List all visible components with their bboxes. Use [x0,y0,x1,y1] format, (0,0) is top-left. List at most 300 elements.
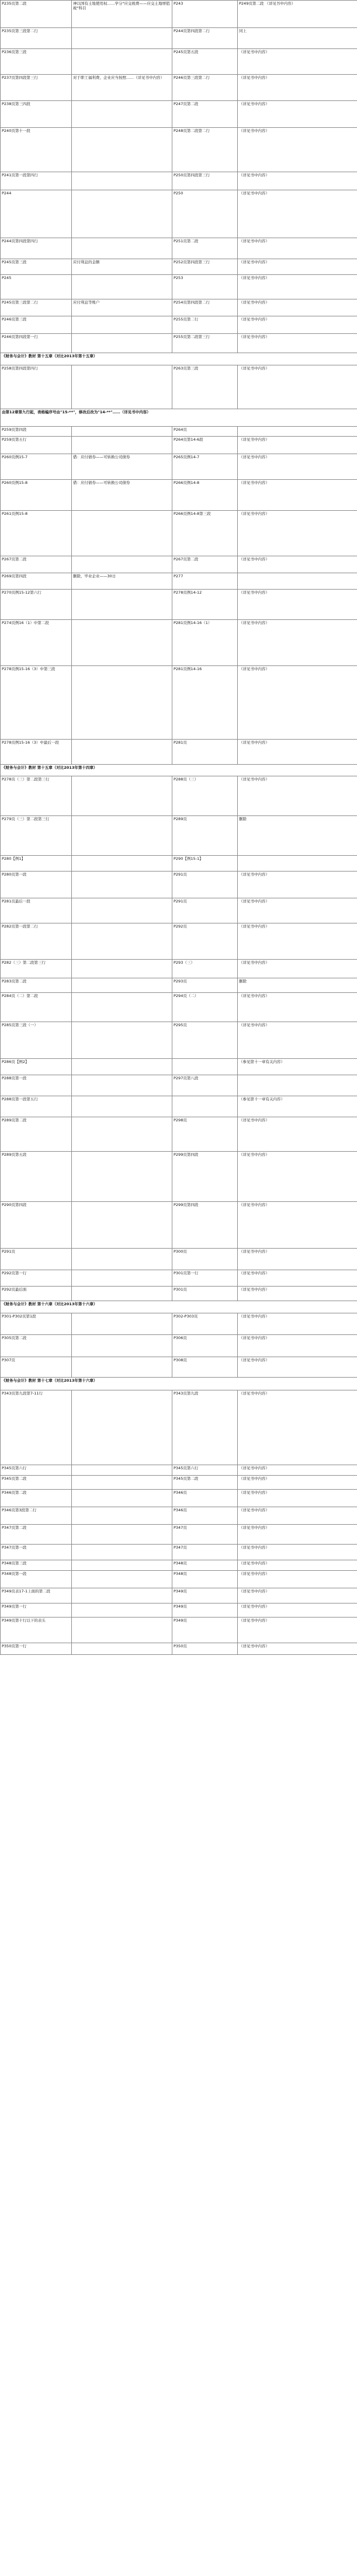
original-location-cell: P260页例15-8 [1,480,72,511]
original-location-cell: P292页第一行 [1,1270,72,1287]
table-row [1,1643,357,1655]
original-location-cell: P346页第3段第二行 [1,1507,72,1525]
revised-text-cell: （详见书中内容） [238,1287,357,1301]
revised-location-cell: P301页第一行 [172,1270,238,1287]
original-location-cell: P283页第二段 [1,978,72,993]
revised-text-cell: （详见书中内容） [238,1390,357,1465]
original-text-cell [72,1507,172,1525]
revised-location-cell: P294页（二） [172,993,238,1022]
original-text-cell [72,1588,172,1604]
table-row [1,49,357,75]
original-text-cell [72,1490,172,1507]
table-row [1,1507,357,1525]
revised-location-cell: P343页第九段 [172,1390,238,1465]
table-row [1,275,357,299]
table-row [1,511,357,556]
revised-text-cell: （详见书中内容） [238,898,357,923]
table-row [1,75,357,101]
table-row [1,573,357,590]
revised-location-cell: P293页 [172,978,238,993]
original-location-cell: P307页 [1,1357,72,1378]
revised-location-cell: P264页第14-6段 [172,437,238,454]
table-row [1,1152,357,1202]
original-location-cell: P347页第二段 [1,1525,72,1545]
revised-text-cell: （详见书中内容） [238,437,357,454]
table-row [1,437,357,454]
section-title: 《财务与会计》教材 第十五章（对比2013年第十五章） [1,353,357,365]
table-row [1,1604,357,1618]
original-location-cell: P290页第四段 [1,1202,72,1249]
table-row [1,590,357,620]
original-text-cell [72,556,172,573]
revised-location-cell: P250页第四段第三行 [172,172,238,190]
original-location-cell: P345页第六行 [1,1465,72,1476]
original-text-cell [72,101,172,128]
original-text-cell [72,437,172,454]
revised-location-cell: P243 [172,1,238,28]
revised-text-cell: （详见书中内容） [238,190,357,238]
revised-location-cell: P298页 [172,1117,238,1152]
revised-location-cell: P349页 [172,1604,238,1618]
revised-location-cell: P348页 [172,1560,238,1571]
original-text-cell: 应付利息等账户 [72,299,172,316]
revised-location-cell: P346页 [172,1507,238,1525]
original-location-cell: P280页第一段 [1,872,72,898]
original-location-cell: P259页第四段 [1,427,72,437]
revised-location-cell: P281页例14-16 [172,666,238,740]
original-location-cell: P267页第二段 [1,556,72,573]
revised-text-cell: （详见书中内容） [238,556,357,573]
revised-text-cell: （详见书中内容） [238,1560,357,1571]
original-text-cell [72,1643,172,1655]
original-text-cell [72,856,172,872]
revised-location-cell: P251页第二段 [172,238,238,259]
revised-text-cell: 删除 [238,978,357,993]
original-text-cell [72,590,172,620]
original-location-cell: P259页第五行 [1,437,72,454]
revised-location-cell: P295页 [172,1022,238,1059]
original-location-cell: P260页例15-7 [1,454,72,480]
revised-text-cell: （详见书中内容） [238,666,357,740]
table-row [1,1476,357,1490]
section-title: 《财务与会计》教材 第十六章（对比2013年第十六章） [1,1301,357,1313]
section-header-row [1,765,357,776]
revised-text-cell: （详见书中内容） [238,1588,357,1604]
revised-text-cell: （详见书中内容） [238,259,357,275]
revised-location-cell: P348页 [172,1571,238,1588]
revised-text-cell: （详见书中内容） [238,872,357,898]
original-location-cell: P278页例15-16（3）中第三段 [1,666,72,740]
revised-text-cell: （参见第十一章有关内容） [238,1096,357,1117]
original-location-cell: P274页例16（1）中第二段 [1,620,72,666]
revised-location-cell: P302-P303页 [172,1313,238,1335]
original-text-cell [72,1390,172,1465]
revised-location-cell: P299页第四段 [172,1202,238,1249]
original-text-cell [72,1465,172,1476]
revised-location-cell: P281页 [172,740,238,765]
revised-location-cell [172,1059,238,1075]
revised-location-cell: P349页 [172,1588,238,1604]
original-location-cell: P301-P302页第1段 [1,1313,72,1335]
original-text-cell: 对于职工福利费、企业应当按照……（详见书中内容） [72,75,172,101]
original-text-cell [72,316,172,334]
original-text-cell: 借：应付债券——可转换公司债券 [72,480,172,511]
revised-text-cell [238,427,357,437]
original-location-cell: P348页第三段 [1,1560,72,1571]
original-text-cell [72,1525,172,1545]
revised-location-cell: P265页例14-7 [172,454,238,480]
original-location-cell: P270页例15-12第六行 [1,590,72,620]
original-text-cell [72,740,172,765]
original-location-cell: P349页第一行 [1,1604,72,1618]
table-row [1,1075,357,1096]
original-text-cell [72,28,172,49]
table-row [1,101,357,128]
original-location-cell: P235页第三段第二行 [1,28,72,49]
original-location-cell: P236页第三段 [1,49,72,75]
revised-location-cell: P292页 [172,923,238,960]
revised-text-cell: （详见书中内容） [238,1152,357,1202]
original-location-cell: P305页第二段 [1,1335,72,1357]
original-text-cell [72,334,172,353]
original-location-cell: P289页第五段 [1,1152,72,1202]
revised-location-cell: P308页 [172,1357,238,1378]
revised-text-cell: （详见书中内容） [238,1117,357,1152]
original-text-cell [72,1202,172,1249]
revised-text-cell: （详见书中内容） [238,1604,357,1618]
revised-location-cell: P299页第四段 [172,1152,238,1202]
section-title: 《财务与会计》教材 第十七章（对比2013年第十六章） [1,1378,357,1390]
original-location-cell: P285页第三段（一） [1,1022,72,1059]
revised-location-cell: P291页 [172,872,238,898]
revised-text-cell: （详见书中内容） [238,49,357,75]
revised-text-cell: （详见书中内容） [238,454,357,480]
table-row [1,1022,357,1059]
revised-text-cell: （详见书中内容） [238,480,357,511]
revised-location-cell: P290【例15-1】 [172,856,238,872]
original-text-cell: 神以国有土地使用权……学分"应交税费——应交土地增值税"科目 [72,1,172,28]
original-text-cell [72,1287,172,1301]
original-location-cell: P244页第四段第四行 [1,238,72,259]
original-text-cell [72,1117,172,1152]
original-location-cell: P261页例15-8 [1,511,72,556]
original-location-cell: P269页第四段 [1,573,72,590]
original-text-cell [72,1059,172,1075]
revised-text-cell: （详见书中内容） [238,1313,357,1335]
original-text-cell [72,1476,172,1490]
original-location-cell: P246页第四段第一行 [1,334,72,353]
original-text-cell [72,978,172,993]
revised-text-cell: （参见第十一章有关内容） [238,1059,357,1075]
table-row [1,172,357,190]
original-location-cell: P284页（二）第二段 [1,993,72,1022]
table-row [1,1287,357,1301]
original-location-cell: P245页第三段 [1,259,72,275]
original-text-cell [72,172,172,190]
revised-text-cell: （详见书中内容） [238,1643,357,1655]
revised-text-cell: （详见书中内容） [238,1357,357,1378]
revised-location-cell: P253 [172,275,238,299]
table-row [1,816,357,856]
original-location-cell: P345页第二段 [1,1476,72,1490]
revised-text-cell: （详见书中内容） [238,1490,357,1507]
original-text-cell [72,923,172,960]
revised-location-cell: P289页 [172,816,238,856]
original-location-cell: P281页最后一段 [1,898,72,923]
table-row [1,1249,357,1270]
table-row [1,480,357,511]
revised-text-cell: （详见书中内容） [238,960,357,978]
revised-text-cell: （详见书中内容） [238,776,357,816]
revised-text-cell [238,1075,357,1096]
original-location-cell: P279页（三）第二段第三行 [1,816,72,856]
revised-location-cell: P244页第四段第二行 [172,28,238,49]
revised-location-cell: P277 [172,573,238,590]
original-location-cell: P237页第四段第三行 [1,75,72,101]
revised-location-cell: P347页 [172,1545,238,1560]
revised-text-cell [238,856,357,872]
revised-text-cell: （详见书中内容） [238,1525,357,1545]
revised-location-cell: P245页第五段 [172,49,238,75]
original-text-cell [72,898,172,923]
table-row [1,1270,357,1287]
revised-text-cell: （详见书中内容） [238,275,357,299]
original-text-cell [72,128,172,172]
table-row [1,1390,357,1465]
original-text-cell: 借：应付债券——可转换公司债券 [72,454,172,480]
original-location-cell: P245页第三段第二行 [1,299,72,316]
table-row [1,1465,357,1476]
table-row [1,978,357,993]
table-row [1,1059,357,1075]
revised-location-cell: P250 [172,190,238,238]
table-row [1,960,357,978]
revised-text-cell: （详见书中内容） [238,740,357,765]
revised-location-cell: P306页 [172,1335,238,1357]
original-location-cell: P282页第一段第二行 [1,923,72,960]
original-text-cell [72,511,172,556]
original-text-cell: 删除，毕业企业——30日 [72,573,172,590]
revised-location-cell: P301页 [172,1287,238,1301]
revised-location-cell: P278页例14-12 [172,590,238,620]
revised-text-cell: （详见书中内容） [238,1507,357,1525]
original-text-cell [72,1545,172,1560]
table-row [1,1313,357,1335]
original-location-cell: P291页 [1,1249,72,1270]
original-text-cell [72,365,172,409]
table-row [1,190,357,238]
revised-text-cell: （详见书中内容） [238,923,357,960]
revised-location-cell: P246页第三段第二行 [172,75,238,101]
revised-location-cell: P345页第六行 [172,1465,238,1476]
original-text-cell: 应付利息的金额 [72,259,172,275]
table-row [1,454,357,480]
revised-location-cell: P345页第二段 [172,1476,238,1490]
table-row [1,299,357,316]
revised-text-cell: （详见书中内容） [238,172,357,190]
table-row [1,856,357,872]
original-location-cell: P244 [1,190,72,238]
original-location-cell: P245 [1,275,72,299]
original-location-cell: P343页第九段第7-11行 [1,1390,72,1465]
table-row [1,620,357,666]
table-row [1,556,357,573]
revised-location-cell: P347页 [172,1525,238,1545]
original-location-cell: P235页第二段 [1,1,72,28]
original-text-cell [72,872,172,898]
revised-text-cell: （详见书中内容） [238,128,357,172]
revised-location-cell [172,1096,238,1117]
revised-text-cell: P249页第二段 （详见书中内容） [238,1,357,28]
section-header-row [1,409,357,427]
original-text-cell [72,1096,172,1117]
original-text-cell [72,620,172,666]
revised-text-cell [238,573,357,590]
original-text-cell [72,1604,172,1618]
table-row [1,238,357,259]
original-location-cell: P350页第一行 [1,1643,72,1655]
section-title: 《财务与会计》教材 第十五章（对比2013年第十四章） [1,765,357,776]
revised-location-cell: P255页第二段第三行 [172,334,238,353]
table-row [1,872,357,898]
revised-text-cell: （详见书中内容） [238,1618,357,1643]
revised-location-cell: P346页 [172,1490,238,1507]
original-location-cell: P246页第三段 [1,316,72,334]
original-location-cell: P349页表17-1上面的第二段 [1,1588,72,1604]
revised-location-cell: P264页 [172,427,238,437]
revised-location-cell: P288页（三） [172,776,238,816]
table-row [1,923,357,960]
original-location-cell: P286页【例2】 [1,1059,72,1075]
original-text-cell [72,1022,172,1059]
original-location-cell: P349页第十行以下的表头 [1,1618,72,1643]
original-text-cell [72,190,172,238]
original-text-cell [72,1335,172,1357]
table-row [1,993,357,1022]
original-text-cell [72,1075,172,1096]
table-row [1,334,357,353]
original-text-cell [72,1560,172,1571]
table-row [1,666,357,740]
table-row [1,1490,357,1507]
revised-location-cell: P281页例14-16（1） [172,620,238,666]
original-location-cell: P278页例15-16（3）中最后一段 [1,740,72,765]
original-text-cell [72,427,172,437]
revised-location-cell: P263页第三段 [172,365,238,409]
original-location-cell: P258页第四段第四行 [1,365,72,409]
original-text-cell [72,49,172,75]
revised-location-cell: P255页第二行 [172,316,238,334]
revised-location-cell: P291页 [172,898,238,923]
revised-text-cell: （详见书中内容） [238,101,357,128]
revised-text-cell: （详见书中内容） [238,1476,357,1490]
section-header-row [1,1378,357,1390]
original-location-cell: P288页第一段第五行 [1,1096,72,1117]
table-row [1,898,357,923]
original-text-cell [72,1313,172,1335]
revised-text-cell: （详见书中内容） [238,299,357,316]
original-text-cell [72,816,172,856]
table-row [1,1588,357,1604]
revised-location-cell: P293（三） [172,960,238,978]
original-location-cell: P241页第一段第四行 [1,172,72,190]
table-row [1,1618,357,1643]
revised-text-cell: （详见书中内容） [238,590,357,620]
original-text-cell [72,776,172,816]
original-location-cell: P292页最后面 [1,1287,72,1301]
original-text-cell [72,1152,172,1202]
revised-location-cell: P267页第二段 [172,556,238,573]
table-row [1,1117,357,1152]
revised-location-cell: P248页第二段第二行 [172,128,238,172]
original-text-cell [72,1571,172,1588]
table-row [1,1560,357,1571]
revised-text-cell: （详见书中内容） [238,1022,357,1059]
original-text-cell [72,1249,172,1270]
table-row [1,259,357,275]
table-row [1,1357,357,1378]
table-row [1,1525,357,1545]
revised-location-cell: P266页例14-8第三段 [172,511,238,556]
section-title: 由第12章第九行起，表格编序号由"15-**"，修改后改为"14-**"……（详见书中内容） [1,409,357,427]
revised-text-cell: （详见书中内容） [238,1335,357,1357]
table-row [1,1335,357,1357]
table-row [1,1571,357,1588]
revised-location-cell: P349页 [172,1618,238,1643]
revised-text-cell: （详见书中内容） [238,316,357,334]
revised-text-cell: （详见书中内容） [238,511,357,556]
revised-text-cell: （详见书中内容） [238,75,357,101]
original-location-cell: P346页第二段 [1,1490,72,1507]
table-row [1,1202,357,1249]
revised-text-cell: （详见书中内容） [238,334,357,353]
section-header-row [1,353,357,365]
original-text-cell [72,666,172,740]
original-location-cell: P278页（三）第二段第三行 [1,776,72,816]
table-row [1,128,357,172]
original-text-cell [72,960,172,978]
revised-text-cell: （详见书中内容） [238,1545,357,1560]
revised-text-cell: （详见书中内容） [238,365,357,409]
revised-location-cell: P247页第二段 [172,101,238,128]
table-row [1,740,357,765]
table-row [1,427,357,437]
revised-location-cell: P252页第四段第三行 [172,259,238,275]
original-location-cell: P347页第一段 [1,1545,72,1560]
table-row [1,28,357,49]
original-text-cell [72,1618,172,1643]
revised-text-cell: 同上 [238,28,357,49]
revised-location-cell: P297页第八段 [172,1075,238,1096]
revised-text-cell: （详见书中内容） [238,1270,357,1287]
original-location-cell: P288页第一段 [1,1075,72,1096]
section-header-row [1,1301,357,1313]
table-row [1,776,357,816]
revised-text-cell: 删除 [238,816,357,856]
original-text-cell [72,1270,172,1287]
revised-text-cell: （详见书中内容） [238,620,357,666]
revised-text-cell: （详见书中内容） [238,238,357,259]
original-location-cell: P240页第十一段 [1,128,72,172]
table-row [1,316,357,334]
table-row [1,1096,357,1117]
original-location-cell: P289页第二段 [1,1117,72,1152]
revised-location-cell: P254页第四段第二行 [172,299,238,316]
revised-text-cell: （详见书中内容） [238,993,357,1022]
original-location-cell: P238页第三四段 [1,101,72,128]
revised-location-cell: P266页例14-8 [172,480,238,511]
revised-text-cell: （详见书中内容） [238,1571,357,1588]
